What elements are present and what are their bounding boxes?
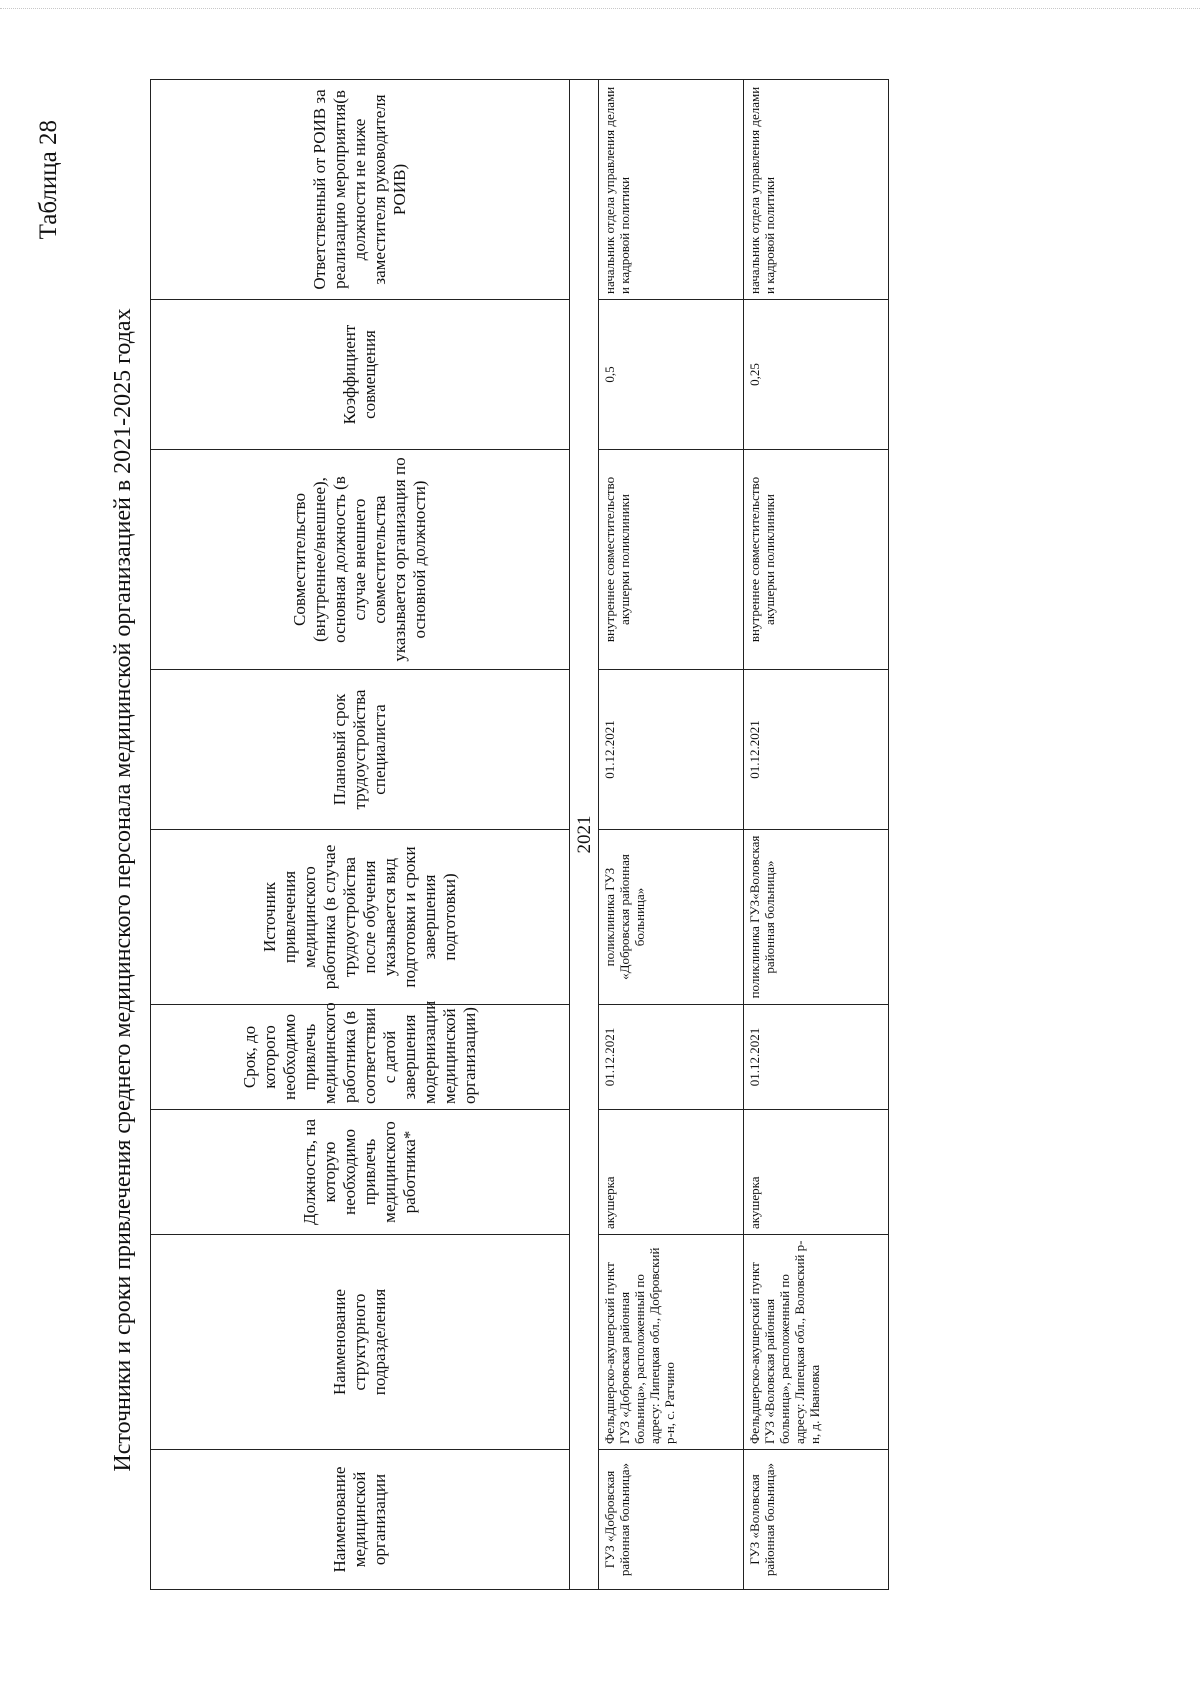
col-header-deadline: Срок, до которого необходимо привлечь медицинского работника (в соответствии с датой завершения модернизации медицинской организации) (151, 1005, 570, 1110)
col-header-source: Источник привлечения медицинского работника (в случае трудоустройства после обучения указывается вид подготовки и сроки завершения подготовки) (151, 830, 570, 1005)
cell-planned: 01.12.2021 (599, 670, 744, 830)
col-header-combination: Совместительство (внутреннее/внешнее), основная должность (в случае внешнего совместительства указывается организация по основной должности) (151, 450, 570, 670)
cell-org: ГУЗ «Воловская районная больница» (744, 1450, 889, 1590)
table-row (599, 80, 744, 1590)
col-header-coefficient: Коэффициент совмещения (151, 300, 570, 450)
cell-combination: внутреннее совместительство акушерки поликлиники (744, 450, 889, 670)
header-row (151, 80, 570, 1590)
table-number: Таблица 28 (35, 120, 62, 240)
cell-unit: Фельдшерско-акушерский пункт ГУЗ «Воловская районная больница», расположенный по адресу: Липецкая обл., Воловский р-н, д. Ивановка (744, 1235, 889, 1450)
year-row (570, 80, 599, 1590)
table-row (744, 80, 889, 1590)
document-title: Источники и сроки привлечения среднего медицинского персонала медицинской организацией в 2021-2025 годах (110, 308, 136, 1472)
cell-coefficient: 0,25 (744, 300, 889, 450)
cell-unit: Фельдшерско-акушерский пункт ГУЗ «Добровская районная больница», расположенный по адресу: Липецкая обл., Добровский р-н, с. Ратчино (599, 1235, 744, 1450)
cell-deadline: 01.12.2021 (599, 1005, 744, 1110)
cell-combination: внутреннее совместительство акушерки поликлиники (599, 450, 744, 670)
cell-position: акушерка (599, 1110, 744, 1235)
cell-source: поликлиника ГУЗ«Воловская районная больница» (744, 830, 889, 1005)
cell-org: ГУЗ «Добровская районная больница» (599, 1450, 744, 1590)
cell-deadline: 01.12.2021 (744, 1005, 889, 1110)
col-header-planned: Плановый срок трудоустройства специалиста (151, 670, 570, 830)
col-header-responsible: Ответственный от РОИВ за реализацию мероприятия(в должности не ниже заместителя руководителя РОИВ) (151, 80, 570, 300)
col-header-org: Наименование медицинской организации (151, 1450, 570, 1590)
rotated-sheet (0, 20, 1020, 1640)
col-header-position: Должность, на которую необходимо привлечь медицинского работника* (151, 1110, 570, 1235)
cell-position: акушерка (744, 1110, 889, 1235)
staffing-table (150, 79, 889, 1590)
cell-responsible: начальник отдела управления делами и кадровой политики (599, 80, 744, 300)
col-header-unit: Наименование структурного подразделения (151, 1235, 570, 1450)
cell-planned: 01.12.2021 (744, 670, 889, 830)
cell-coefficient: 0,5 (599, 300, 744, 450)
cell-source: поликлиника ГУЗ «Добровская районная больница» (599, 830, 744, 1005)
cell-responsible: начальник отдела управления делами и кадровой политики (744, 80, 889, 300)
scan-edge-line (0, 8, 1200, 9)
year-label: 2021 (570, 80, 599, 1590)
